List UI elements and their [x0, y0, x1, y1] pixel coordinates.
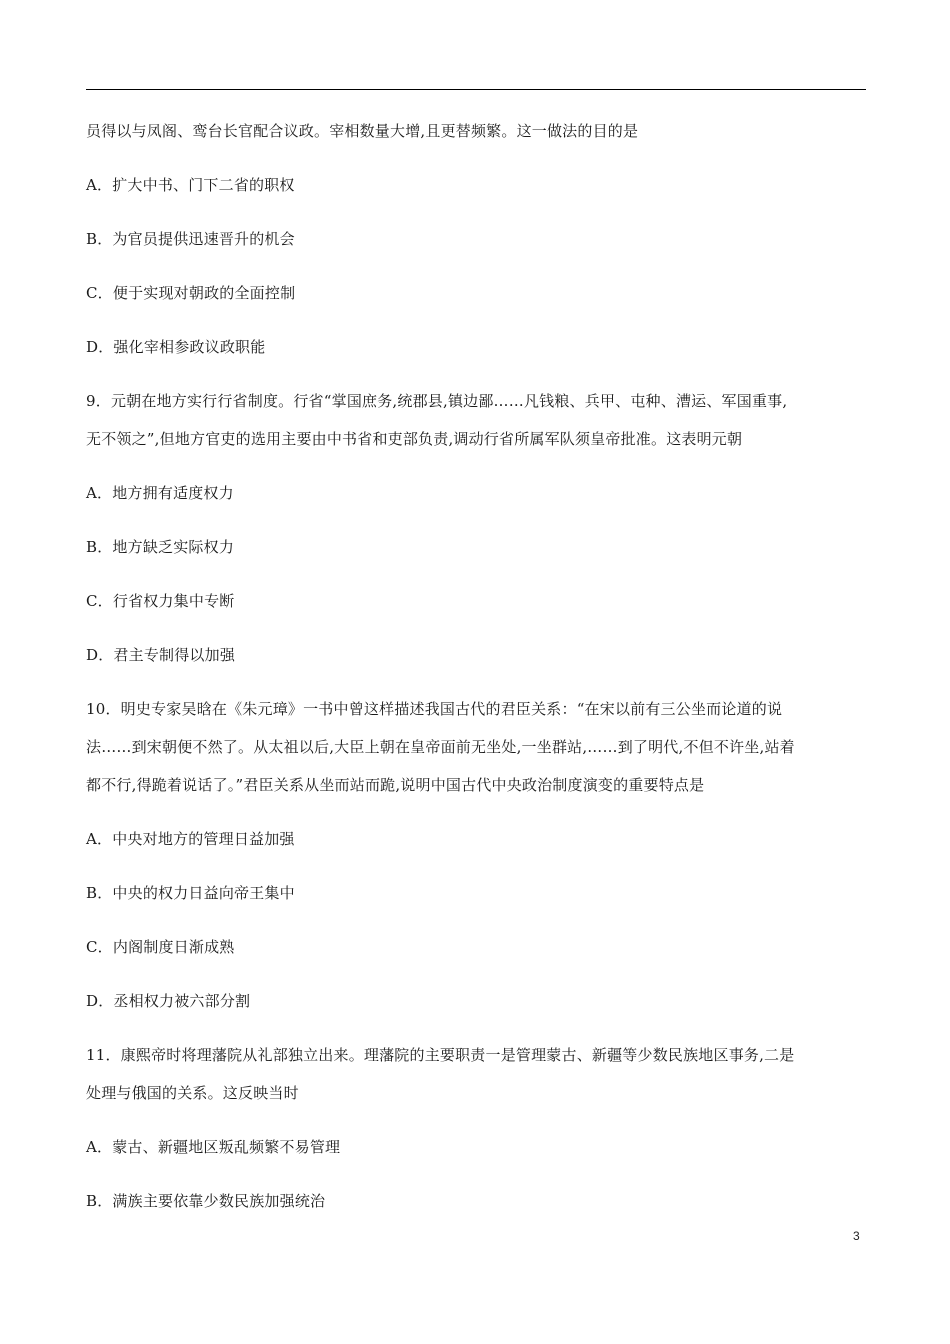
option-c: C．便于实现对朝政的全面控制: [86, 284, 296, 302]
question-10-stem-line-2: 法……到宋朝便不然了。从太祖以后,大臣上朝在皇帝面前无坐处,一坐群站,……到了明代,不但不许坐,站着: [86, 738, 795, 756]
option-b: B．为官员提供迅速晋升的机会: [86, 230, 295, 248]
option-a: A．扩大中书、门下二省的职权: [86, 176, 295, 194]
question-11-stem-line-1: 11．康熙帝时将理藩院从礼部独立出来。理藩院的主要职责一是管理蒙古、新疆等少数民族地区事务,二是: [86, 1046, 795, 1064]
option-c: C．行省权力集中专断: [86, 592, 235, 610]
question-11-stem-line-2: 处理与俄国的关系。这反映当时: [86, 1084, 299, 1102]
page-number: 3: [853, 1229, 860, 1243]
option-b: B．地方缺乏实际权力: [86, 538, 235, 556]
option-d: D．强化宰相参政议政职能: [86, 338, 266, 356]
header-rule: [86, 89, 866, 90]
question-10-stem-line-1: 10．明史专家吴晗在《朱元璋》一书中曾这样描述我国古代的君臣关系：“在宋以前有三公坐而论道的说: [86, 700, 783, 718]
question-9-stem-line-1: 9．元朝在地方实行行省制度。行省“掌国庶务,统郡县,镇边鄙……凡钱粮、兵甲、屯种、漕运、军国重事,: [86, 392, 788, 410]
question-10-stem-line-3: 都不行,得跪着说话了。”君臣关系从坐而站而跪,说明中国古代中央政治制度演变的重要特点是: [86, 776, 705, 794]
option-d: D．君主专制得以加强: [86, 646, 236, 664]
option-a: A．蒙古、新疆地区叛乱频繁不易管理: [86, 1138, 341, 1156]
option-d: D．丞相权力被六部分割: [86, 992, 251, 1010]
question-8-stem-line: 员得以与凤阁、鸾台长官配合议政。宰相数量大增,且更替频繁。这一做法的目的是: [86, 122, 639, 140]
option-a: A．地方拥有适度权力: [86, 484, 234, 502]
option-b: B．中央的权力日益向帝王集中: [86, 884, 295, 902]
option-c: C．内阁制度日渐成熟: [86, 938, 235, 956]
question-9-stem-line-2: 无不领之”,但地方官吏的选用主要由中书省和吏部负责,调动行省所属军队须皇帝批准。这表明元朝: [86, 430, 743, 448]
option-b: B．满族主要依靠少数民族加强统治: [86, 1192, 326, 1210]
option-a: A．中央对地方的管理日益加强: [86, 830, 295, 848]
